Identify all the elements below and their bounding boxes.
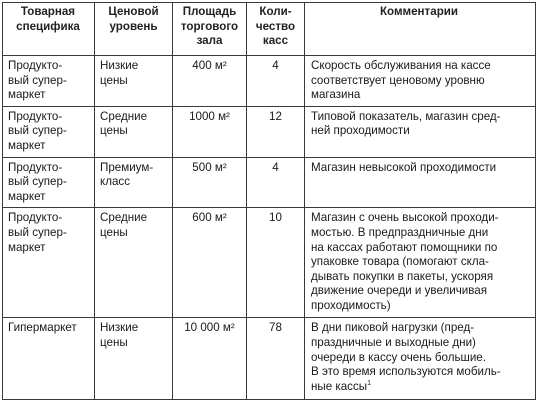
table-row: [3, 106, 536, 157]
cell-comment: [305, 318, 536, 400]
cell-product-spec: Гипермаркет: [3, 318, 95, 400]
cell-comment: Магазин невысокой проходимости: [305, 157, 536, 208]
cell-register-count: 78: [247, 318, 305, 400]
cell-floor-area: 1000 м²: [173, 106, 247, 157]
comment-text: В дни пиковой нагрузки (пред- праздничные и выходные дни) очереди в кассу очень большие. В это время используются мобиль- ные кассы: [311, 321, 501, 393]
cell-comment: Скорость обслуживания на кассе соответствует ценовому уровню магазина: [305, 56, 536, 107]
table-row: [3, 56, 536, 107]
cell-price-level: Низкие цены: [95, 56, 173, 107]
cell-comment: Типовой показатель, магазин сред- ней проходимости: [305, 106, 536, 157]
cell-price-level: Низкие цены: [95, 318, 173, 400]
cell-price-level: Средние цены: [95, 208, 173, 318]
footnote-marker: 1: [367, 379, 372, 387]
cell-floor-area: 500 м²: [173, 157, 247, 208]
cell-floor-area: 400 м²: [173, 56, 247, 107]
cell-product-spec: Продукто- вый супер- маркет: [3, 208, 95, 318]
cell-price-level: Премиум- класс: [95, 157, 173, 208]
header-price-level: Ценовой уровень: [95, 3, 173, 56]
header-floor-area: Площадь торгового зала: [173, 3, 247, 56]
cell-product-spec: Продукто- вый супер- маркет: [3, 56, 95, 107]
table-row: [3, 208, 536, 318]
cell-floor-area: 600 м²: [173, 208, 247, 318]
data-table: [2, 2, 536, 400]
cell-comment: Магазин с очень высокой проходи- мостью. В предпраздничные дни на кассах работают помощники по упаковке товара (помогают скла- дывать покупки в пакеты, ускоряя движение очереди и увеличивая проходимость): [305, 208, 536, 318]
cell-register-count: 4: [247, 157, 305, 208]
table-row: [3, 157, 536, 208]
table-header-row: [3, 3, 536, 56]
cell-product-spec: Продукто- вый супер- маркет: [3, 106, 95, 157]
header-register-count: Коли- чество касс: [247, 3, 305, 56]
cell-register-count: 10: [247, 208, 305, 318]
cell-price-level: Средние цены: [95, 106, 173, 157]
cell-floor-area: 10 000 м²: [173, 318, 247, 400]
cell-register-count: 4: [247, 56, 305, 107]
header-comments: Комментарии: [305, 3, 536, 56]
cell-register-count: 12: [247, 106, 305, 157]
table-row: [3, 318, 536, 400]
header-product-spec: Товарная специфика: [3, 3, 95, 56]
cell-product-spec: Продукто- вый супер- маркет: [3, 157, 95, 208]
